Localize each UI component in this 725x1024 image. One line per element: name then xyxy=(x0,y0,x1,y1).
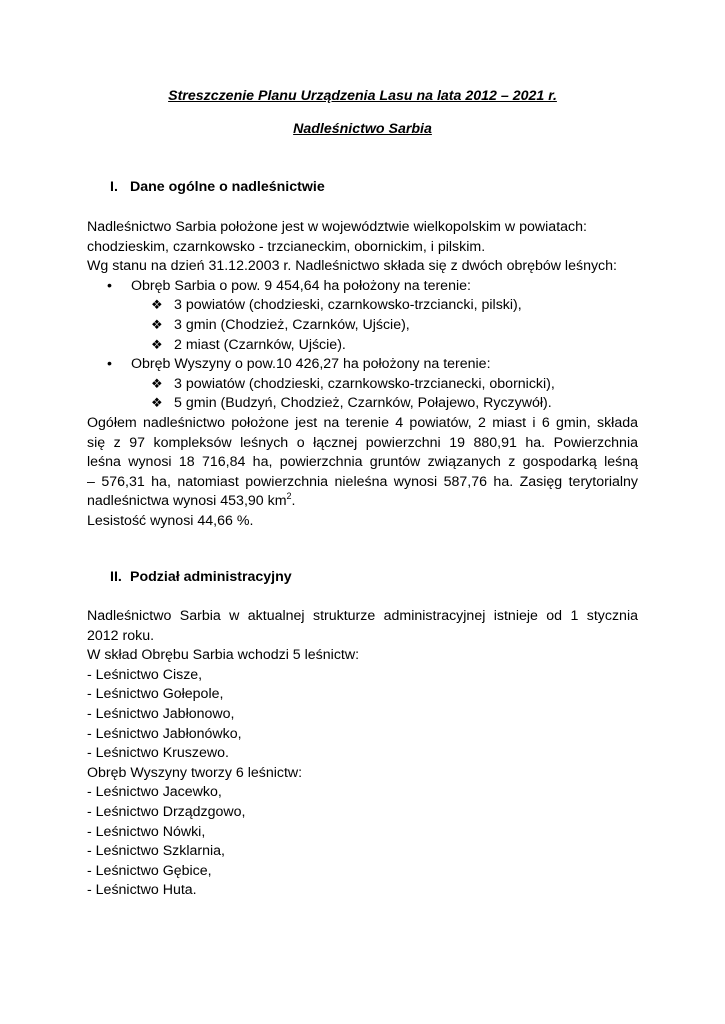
list-item: - Leśnictwo Szklarnia, xyxy=(87,843,225,860)
paragraph-line xyxy=(87,492,638,512)
list-item: - Leśnictwo Drządzgowo, xyxy=(87,803,246,820)
obreb-wyszyny-item xyxy=(87,355,638,375)
obreb-wyszyny-label: Obręb Wyszyny o pow.10 426,27 ha położony na terenie: xyxy=(131,356,491,373)
obreb-wyszyny-subitem xyxy=(87,375,638,395)
period: . xyxy=(291,493,296,510)
paragraph-line: W skład Obrębu Sarbia wchodzi 5 leśnictw: xyxy=(87,647,360,664)
list-item: - Leśnictwo Kruszewo. xyxy=(87,745,229,762)
bullet-icon: • xyxy=(107,356,112,373)
paragraph-line: – 576,31 ha, natomiast powierzchnia nieleśna wynosi 587,76 ha. Zasięg terytorialny xyxy=(87,473,638,490)
paragraph-line: Nadleśnictwo Sarbia położone jest w województwie wielkopolskim w powiatach: xyxy=(87,219,587,235)
obreb-sarbia-subitem xyxy=(87,316,638,336)
section-2-title: Podział administracyjny xyxy=(130,569,292,585)
obreb-sarbia-subitem xyxy=(87,296,638,316)
superscript: 2 xyxy=(286,491,292,502)
section-2-body xyxy=(87,607,638,901)
diamond-bullet-icon: ❖ xyxy=(151,297,163,313)
list-item: - Leśnictwo Jabłonowo, xyxy=(87,705,235,722)
list-item: - Leśnictwo Huta. xyxy=(87,882,197,899)
paragraph-line: 2012 roku. xyxy=(87,627,155,644)
diamond-bullet-icon: ❖ xyxy=(151,395,163,411)
list-item: - Leśnictwo Jabłonówko, xyxy=(87,725,242,742)
paragraph-line: Ogółem nadleśnictwo położone jest na terenie 4 powiatów, 2 miast i 6 gmin, składa xyxy=(87,414,638,431)
list-item: - Leśnictwo Gołepole, xyxy=(87,686,224,703)
paragraph-line: chodzieskim, czarnkowsko - trzcianeckim, obornickim, i pilskim. xyxy=(87,238,486,255)
section-1-heading xyxy=(110,178,325,196)
section-2-heading xyxy=(110,568,292,586)
diamond-bullet-icon: ❖ xyxy=(151,375,163,391)
document-subtitle: Nadleśnictwo Sarbia xyxy=(293,121,432,137)
subitem-text: 3 powiatów (chodzieski, czarnkowsko-trzciancki, pilski), xyxy=(174,297,522,314)
section-1-title: Dane ogólne o nadleśnictwie xyxy=(130,179,325,195)
section-2-number: II. xyxy=(110,569,122,585)
obreb-sarbia-label: Obręb Sarbia o pow. 9 454,64 ha położony na terenie: xyxy=(131,277,471,294)
paragraph-line: Nadleśnictwo Sarbia w aktualnej strukturze administracyjnej istnieje od 1 stycznia xyxy=(87,608,638,624)
obreb-sarbia-subitem xyxy=(87,336,638,356)
area-text: nadleśnictwa wynosi 453,90 km xyxy=(87,493,287,510)
list-item: - Leśnictwo Jacewko, xyxy=(87,784,222,801)
bullet-icon: • xyxy=(107,277,112,294)
paragraph-line: Obręb Wyszyny tworzy 6 leśnictw: xyxy=(87,764,303,781)
obreb-wyszyny-subitem xyxy=(87,394,638,414)
subitem-text: 3 powiatów (chodzieski, czarnkowsko-trzcianecki, obornicki), xyxy=(174,375,555,392)
diamond-bullet-icon: ❖ xyxy=(151,316,163,332)
list-item: - Leśnictwo Cisze, xyxy=(87,666,203,683)
subitem-text: 3 gmin (Chodzież, Czarnków, Ujście), xyxy=(174,316,410,333)
paragraph-line: leśna wynosi 18 716,84 ha, powierzchnia gruntów związanych z gospodarką leśną xyxy=(87,454,638,471)
section-1-number: I. xyxy=(110,179,118,195)
list-item: - Leśnictwo Nówki, xyxy=(87,823,206,840)
subitem-text: 2 miast (Czarnków, Ujście). xyxy=(174,336,346,353)
paragraph-line: Wg stanu na dzień 31.12.2003 r. Nadleśnictwo składa się z dwóch obrębów leśnych: xyxy=(87,258,617,275)
document-title: Streszczenie Planu Urządzenia Lasu na lata 2012 – 2021 r. xyxy=(168,88,557,104)
section-1-body xyxy=(87,218,638,532)
paragraph-line: się z 97 kompleksów leśnych o łącznej powierzchni 19 880,91 ha. Powierzchnia xyxy=(87,434,638,451)
subitem-text: 5 gmin (Budzyń, Chodzież, Czarnków, Połajewo, Ryczywół). xyxy=(174,395,552,412)
obreb-sarbia-item xyxy=(87,277,638,297)
diamond-bullet-icon: ❖ xyxy=(151,336,163,352)
paragraph-line: Lesistość wynosi 44,66 %. xyxy=(87,512,254,529)
list-item: - Leśnictwo Gębice, xyxy=(87,862,212,879)
